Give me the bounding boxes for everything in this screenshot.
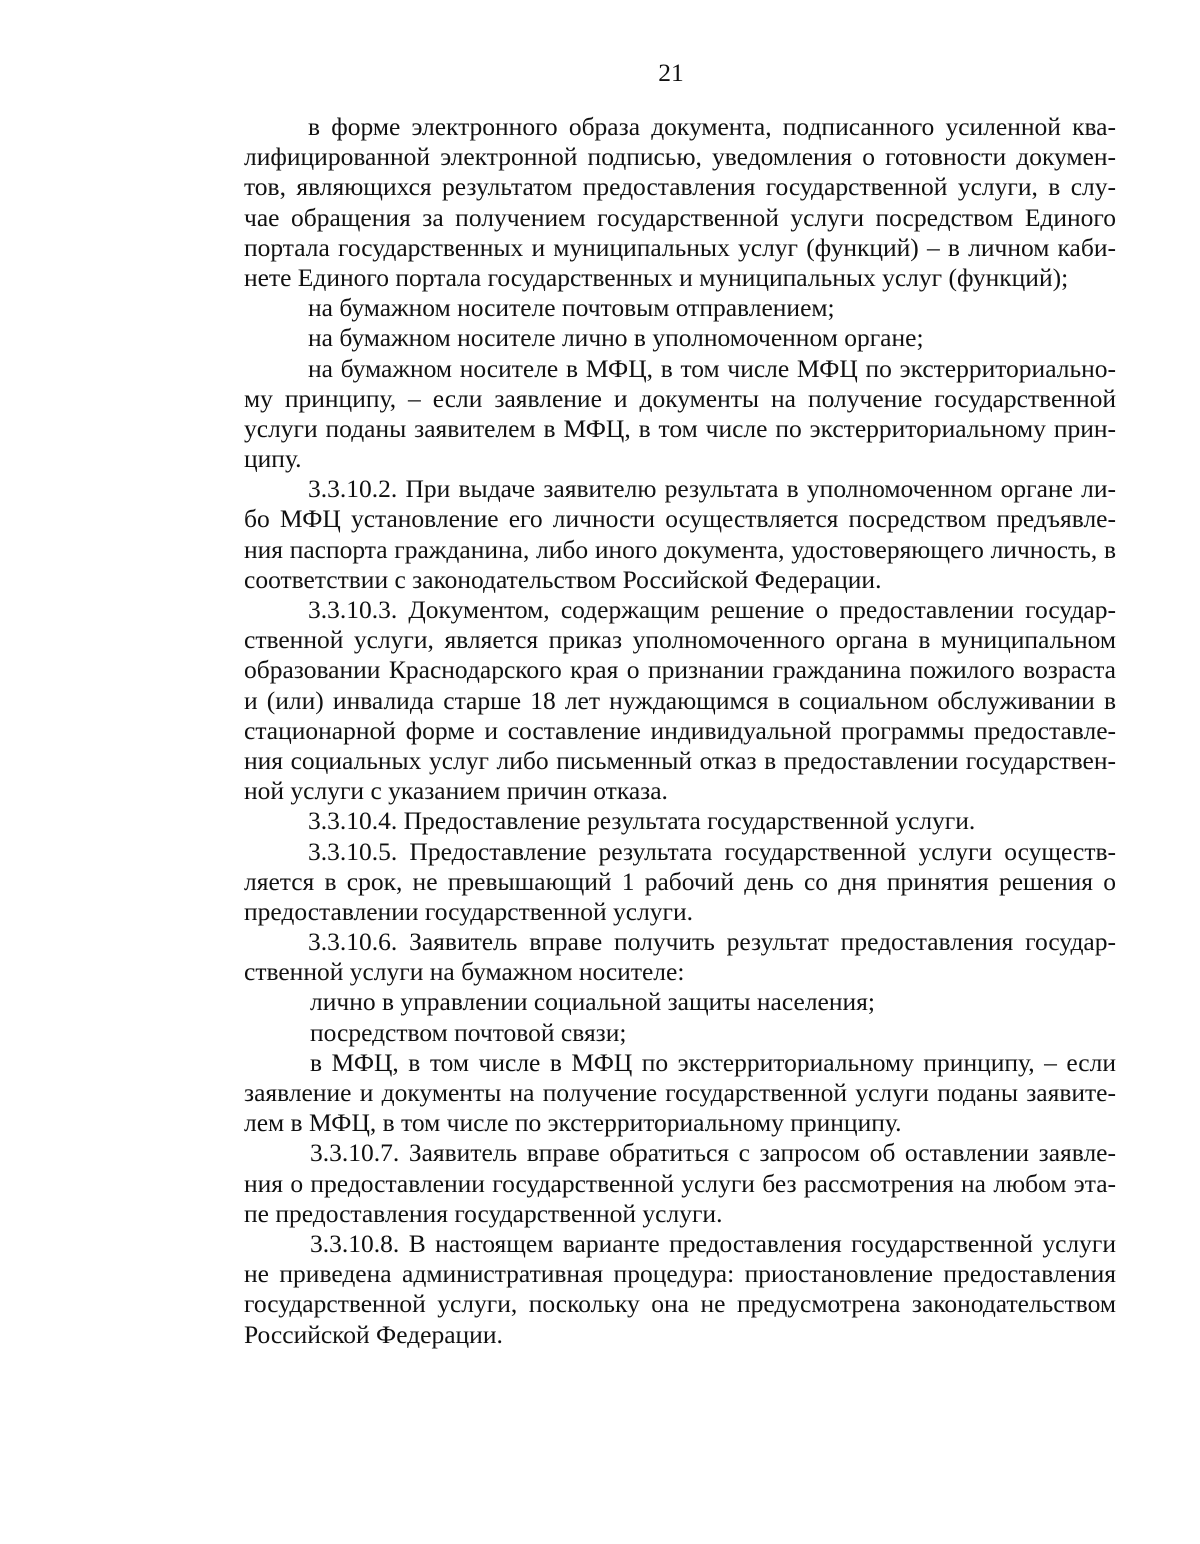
text-line: Российской Федерации.	[244, 1319, 503, 1349]
text-line: 3.3.10.2. При выдаче заявителю результата в уполномоченном органе ли-	[308, 474, 1116, 504]
text-line: ственной услуги на бумажном носителе:	[244, 957, 685, 987]
text-line: лично в управлении социальной защиты населения;	[310, 987, 875, 1017]
text-line: услуги поданы заявителем в МФЦ, в том числе по экстерриториальному прин-	[244, 413, 1116, 443]
text-line: на бумажном носителе в МФЦ, в том числе МФЦ по экстерриториально-	[308, 353, 1116, 383]
document-body	[244, 112, 1116, 1350]
text-line: портала государственных и муниципальных услуг (функций) – в личном каби-	[244, 232, 1116, 262]
text-line: нете Единого портала государственных и муниципальных услуг (функций);	[244, 262, 1069, 292]
page-number: 21	[658, 58, 684, 87]
text-line: на бумажном носителе лично в уполномоченном органе;	[308, 323, 924, 353]
text-line: ципу.	[244, 444, 302, 474]
text-line: 3.3.10.6. Заявитель вправе получить результат предоставления государ-	[308, 927, 1116, 957]
text-line: му принципу, – если заявление и документы на получение государственной	[244, 383, 1116, 413]
text-line: ния социальных услуг либо письменный отказ в предоставлении государствен-	[244, 745, 1116, 775]
text-line: на бумажном носителе почтовым отправлением;	[308, 293, 835, 323]
text-line: ственной услуги, является приказ уполномоченного органа в муниципальном	[244, 625, 1116, 655]
text-line: 3.3.10.7. Заявитель вправе обратиться с запросом об оставлении заявле-	[310, 1138, 1116, 1168]
text-line: 3.3.10.5. Предоставление результата государственной услуги осуществ-	[308, 836, 1116, 866]
text-line: 3.3.10.3. Документом, содержащим решение о предоставлении государ-	[308, 595, 1116, 624]
text-line: ния паспорта гражданина, либо иного документа, удостоверяющего личность, в	[244, 534, 1116, 564]
text-line: 3.3.10.4. Предоставление результата государственной услуги.	[308, 806, 976, 836]
text-line: государственной услуги, поскольку она не предусмотрена законодательством	[244, 1289, 1116, 1319]
text-line: лифицированной электронной подписью, уведомления о готовности докумен-	[244, 142, 1116, 172]
text-line: заявление и документы на получение государственной услуги поданы заявите-	[244, 1078, 1116, 1107]
text-line: в МФЦ, в том числе в МФЦ по экстерриториальному принципу, – если	[310, 1047, 1116, 1077]
text-line: предоставлении государственной услуги.	[244, 896, 694, 926]
text-line: посредством почтовой связи;	[310, 1017, 627, 1047]
text-line: соответствии с законодательством Российской Федерации.	[244, 564, 882, 594]
text-line: ляется в срок, не превышающий 1 рабочий день со дня принятия решения о	[244, 866, 1116, 896]
text-line: пе предоставления государственной услуги.	[244, 1198, 723, 1228]
text-line: лем в МФЦ, в том числе по экстерриториальному принципу.	[244, 1108, 902, 1138]
text-line: чае обращения за получением государственной услуги посредством Единого	[244, 202, 1116, 232]
text-line: в форме электронного образа документа, подписанного усиленной ква-	[308, 112, 1116, 141]
text-line: образовании Краснодарского края о признании гражданина пожилого возраста	[244, 655, 1116, 685]
text-line: ния о предоставлении государственной услуги без рассмотрения на любом эта-	[244, 1168, 1116, 1198]
text-line: и (или) инвалида старше 18 лет нуждающимся в социальном обслуживании в	[244, 685, 1116, 715]
text-line: тов, являющихся результатом предоставления государственной услуги, в слу-	[244, 172, 1116, 202]
text-line: ной услуги с указанием причин отказа.	[244, 776, 668, 806]
text-line: 3.3.10.8. В настоящем варианте предоставления государственной услуги	[310, 1228, 1116, 1258]
text-line: стационарной форме и составление индивидуальной программы предоставле-	[244, 715, 1116, 745]
text-line: не приведена административная процедура: приостановление предоставления	[244, 1259, 1116, 1289]
text-line: бо МФЦ установление его личности осуществляется посредством предъявле-	[244, 504, 1116, 534]
